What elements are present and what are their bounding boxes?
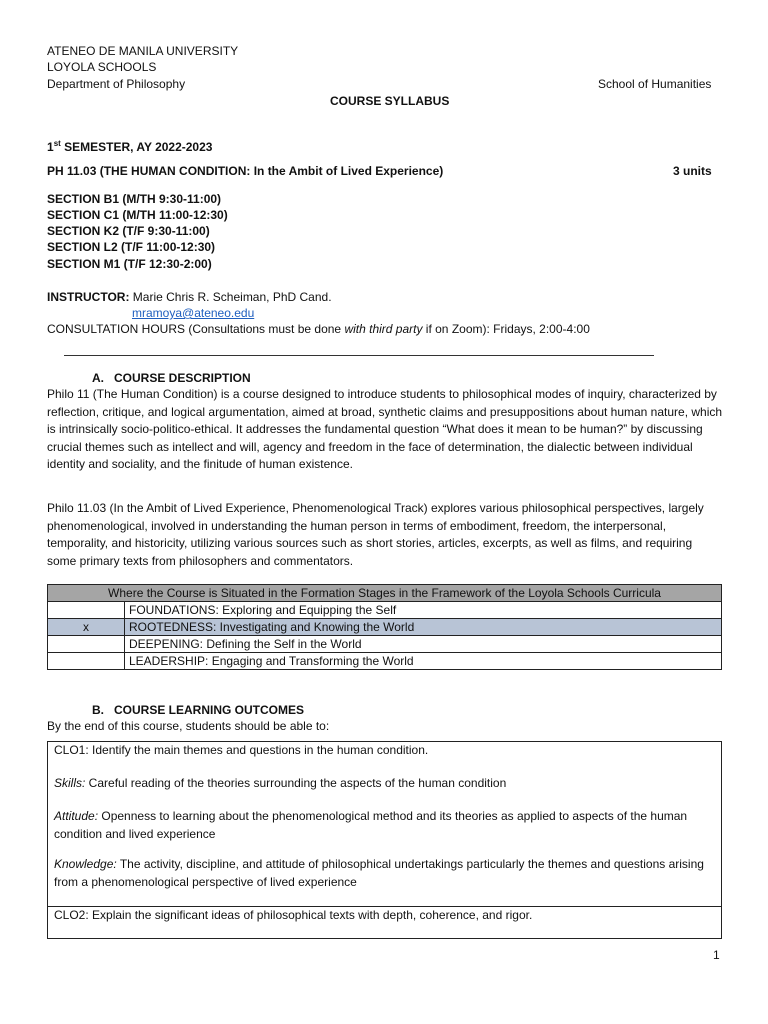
clo1-knowledge: [54, 856, 714, 891]
department-name: Department of Philosophy: [47, 77, 186, 91]
section-b1: SECTION B1 (M/TH 9:30-11:00): [47, 192, 222, 206]
table-row: [48, 636, 722, 653]
section-b-heading: B. COURSE LEARNING OUTCOMES: [92, 703, 305, 717]
stage-mark-cell: [48, 602, 125, 619]
formation-table-header-row: [48, 585, 722, 602]
attitude-text: Openness to learning about the phenomenological method and its theories as applied to aspects of the human condition and lived experience: [54, 809, 688, 841]
consultation-italic: with third party: [344, 322, 423, 336]
stage-cell: DEEPENING: Defining the Self in the World: [125, 636, 722, 653]
clo1-text: CLO1: Identify the main themes and questions in the human condition.: [54, 743, 429, 757]
clo2-text: CLO2: Explain the significant ideas of philosophical texts with depth, coherence, and rigor.: [54, 908, 533, 922]
course-description-p2: Philo 11.03 (In the Ambit of Lived Experience, Phenomenological Track) explores various philosophical perspectives, largely phenomenological, involved in understanding the human person in terms of embodiment, freedom, the interpersonal, temporality, and historicity, utilizing various sources such as short stories, articles, excerpts, as well as films, and requiring some primary texts from philosophers and commentators.: [47, 501, 704, 568]
course-units: 3 units: [673, 164, 712, 178]
instructor-line: [47, 289, 332, 305]
table-row: [48, 619, 722, 636]
stage-mark-cell: [48, 653, 125, 670]
stage-mark-cell: [48, 636, 125, 653]
semester-ordinal: 1: [47, 140, 54, 154]
section-l2: SECTION L2 (T/F 11:00-12:30): [47, 240, 216, 254]
semester-text: SEMESTER, AY 2022-2023: [60, 140, 213, 154]
consultation-pre: (Consultations must be done: [185, 322, 345, 336]
clo1-attitude: [54, 808, 714, 843]
section-a-heading: A. COURSE DESCRIPTION: [92, 371, 251, 385]
attitude-label: Attitude:: [54, 809, 99, 823]
formation-table-header: Where the Course is Situated in the Formation Stages in the Framework of the Loyola Schools Curricula: [48, 585, 722, 602]
outcomes-intro: By the end of this course, students should be able to:: [47, 719, 330, 733]
document-title: COURSE SYLLABUS: [330, 94, 450, 108]
skills-text: Careful reading of the theories surrounding the aspects of the human condition: [85, 776, 507, 790]
table-row: [48, 653, 722, 670]
instructor-label: INSTRUCTOR:: [47, 290, 130, 304]
skills-label: Skills:: [54, 776, 86, 790]
formation-stages-table: [47, 584, 722, 670]
knowledge-label: Knowledge:: [54, 857, 117, 871]
semester-line: [47, 136, 212, 155]
instructor-email-link[interactable]: mramoya@ateneo.edu: [132, 306, 255, 320]
table-row: [48, 602, 722, 619]
divider-rule: [64, 355, 654, 356]
stage-cell: ROOTEDNESS: Investigating and Knowing the World: [125, 619, 722, 636]
semester-suffix: st: [53, 139, 61, 148]
stage-cell: LEADERSHIP: Engaging and Transforming the World: [125, 653, 722, 670]
stage-cell: FOUNDATIONS: Exploring and Equipping the Self: [125, 602, 722, 619]
course-title: PH 11.03 (THE HUMAN CONDITION: In the Ambit of Lived Experience): [47, 164, 444, 178]
clo1-skills: [54, 775, 714, 793]
clo-box: [47, 741, 722, 939]
school-name: School of Humanities: [598, 77, 712, 91]
section-k2: SECTION K2 (T/F 9:30-11:00): [47, 224, 210, 238]
section-c1: SECTION C1 (M/TH 11:00-12:30): [47, 208, 228, 222]
consultation-label: CONSULTATION HOURS: [47, 322, 186, 336]
schools-name: LOYOLA SCHOOLS: [47, 60, 157, 74]
consultation-hours: [47, 321, 590, 337]
course-description-p1: Philo 11 (The Human Condition) is a course designed to introduce students to philosophical modes of inquiry, characterized by reflection, critique, and logical argumentation, aimed at broad, synthetic claims and presuppositions about human nature, which is intrinsically socio-politico-ethical. It addresses the fundamental question “What does it mean to be human?” by discussing crucial themes such as intellect and will, agency and freedom in the face of determination, the dialectic between individual identity and sociality, and the finitude of human existence.: [47, 387, 723, 472]
consultation-post: if on Zoom): Fridays, 2:00-4:00: [422, 322, 590, 336]
instructor-name: Marie Chris R. Scheiman, PhD Cand.: [129, 290, 332, 304]
section-m1: SECTION M1 (T/F 12:30-2:00): [47, 257, 212, 271]
page-number: 1: [713, 948, 720, 962]
knowledge-text: The activity, discipline, and attitude of philosophical undertakings particularly the themes and questions arising from a phenomenological perspective of lived experience: [54, 857, 704, 889]
university-name: ATENEO DE MANILA UNIVERSITY: [47, 44, 239, 58]
stage-mark-cell: x: [48, 619, 125, 636]
